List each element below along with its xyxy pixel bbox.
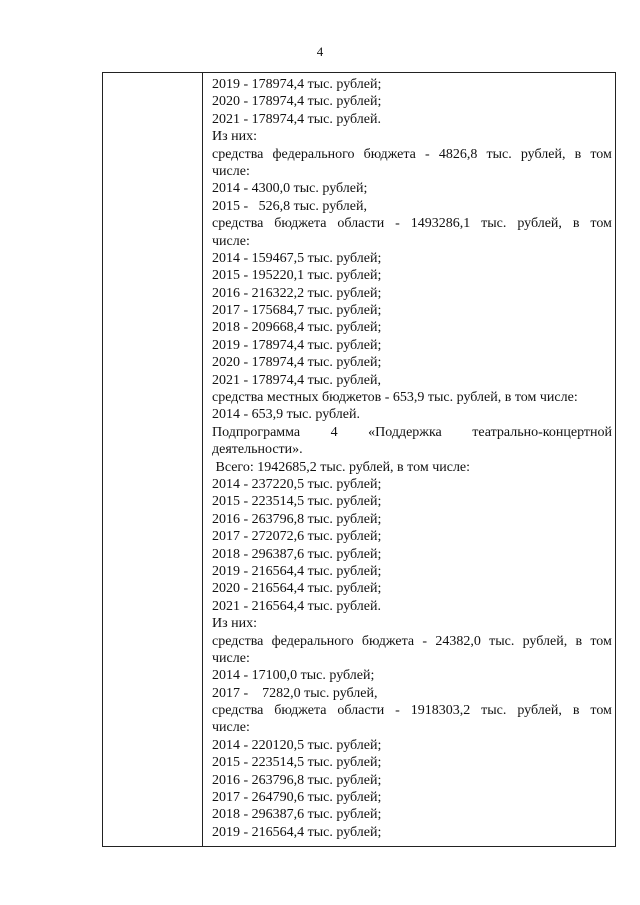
text-line: 2021 - 178974,4 тыс. рублей. bbox=[212, 111, 381, 127]
text-line: 2019 - 216564,4 тыс. рублей; bbox=[212, 563, 382, 579]
text-line: 2020 - 178974,4 тыс. рублей; bbox=[212, 355, 382, 371]
table-left-column bbox=[103, 73, 203, 846]
text-line: 2019 - 178974,4 тыс. рублей; bbox=[212, 337, 382, 353]
text-line: 2016 - 263796,8 тыс. рублей; bbox=[212, 511, 382, 527]
text-line: Подпрограмма 4 «Поддержка театрально-концертной bbox=[212, 424, 612, 440]
text-line: 2021 - 216564,4 тыс. рублей. bbox=[212, 598, 381, 614]
text-line: 2019 - 178974,4 тыс. рублей; bbox=[212, 77, 382, 92]
text-line: 2014 - 17100,0 тыс. рублей; bbox=[212, 668, 375, 684]
table-right-column bbox=[212, 76, 612, 841]
text-line: 2021 - 178974,4 тыс. рублей, bbox=[212, 372, 381, 388]
text-line: 2018 - 296387,6 тыс. рублей; bbox=[212, 807, 382, 823]
text-line: средства местных бюджетов - 653,9 тыс. рублей, в том числе: bbox=[212, 390, 578, 406]
text-line: 2015 - 526,8 тыс. рублей, bbox=[212, 198, 367, 214]
text-line: 2015 - 195220,1 тыс. рублей; bbox=[212, 268, 382, 284]
text-line: средства бюджета области - 1493286,1 тыс. рублей, в том bbox=[212, 216, 612, 232]
text-line: 2018 - 209668,4 тыс. рублей; bbox=[212, 320, 382, 336]
text-line: средства федерального бюджета - 24382,0 тыс. рублей, в том bbox=[212, 633, 612, 649]
text-line: деятельности». bbox=[212, 442, 303, 458]
text-line: 2019 - 216564,4 тыс. рублей; bbox=[212, 824, 382, 840]
text-line: 2016 - 216322,2 тыс. рублей; bbox=[212, 285, 382, 301]
text-line: числе: bbox=[212, 720, 250, 736]
text-line: 2017 - 7282,0 тыс. рублей, bbox=[212, 685, 378, 701]
text-line: 2017 - 264790,6 тыс. рублей; bbox=[212, 790, 382, 806]
text-line: числе: bbox=[212, 163, 250, 179]
text-line: 2015 - 223514,5 тыс. рублей; bbox=[212, 494, 382, 510]
text-line: числе: bbox=[212, 650, 250, 666]
text-line: 2017 - 272072,6 тыс. рублей; bbox=[212, 529, 382, 545]
program-table bbox=[102, 72, 616, 847]
text-line: Всего: 1942685,2 тыс. рублей, в том числе: bbox=[212, 459, 471, 475]
text-line: средства федерального бюджета - 4826,8 тыс. рублей, в том bbox=[212, 146, 612, 162]
text-line: 2018 - 296387,6 тыс. рублей; bbox=[212, 546, 382, 562]
text-line: 2020 - 178974,4 тыс. рублей; bbox=[212, 94, 382, 110]
text-line: числе: bbox=[212, 233, 250, 249]
page-number: 4 bbox=[316, 44, 324, 59]
text-line: 2014 - 653,9 тыс. рублей. bbox=[212, 407, 360, 423]
text-line: 2016 - 263796,8 тыс. рублей; bbox=[212, 772, 382, 788]
text-line: 2020 - 216564,4 тыс. рублей; bbox=[212, 581, 382, 597]
text-line: 2014 - 220120,5 тыс. рублей; bbox=[212, 737, 382, 753]
text-line: средства бюджета области - 1918303,2 тыс. рублей, в том bbox=[212, 703, 612, 719]
text-line: 2014 - 4300,0 тыс. рублей; bbox=[212, 181, 368, 197]
text-line: 2014 - 159467,5 тыс. рублей; bbox=[212, 250, 382, 266]
text-line: 2017 - 175684,7 тыс. рублей; bbox=[212, 303, 382, 319]
text-line: Из них: bbox=[212, 129, 258, 145]
text-line: 2014 - 237220,5 тыс. рублей; bbox=[212, 476, 382, 492]
text-line: Из них: bbox=[212, 616, 258, 632]
text-line: 2015 - 223514,5 тыс. рублей; bbox=[212, 755, 382, 771]
